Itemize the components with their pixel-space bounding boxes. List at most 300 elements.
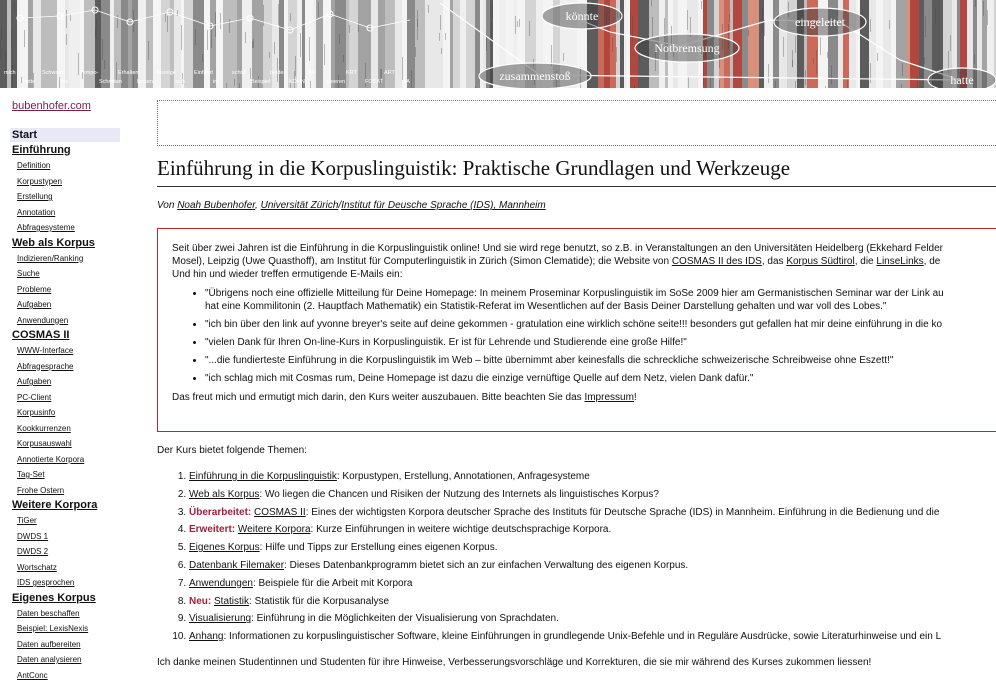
banner-mark (870, 63, 871, 83)
banner-mark (870, 19, 871, 32)
banner-tag: Tempo- (80, 70, 99, 76)
banner-mark (762, 7, 763, 32)
byline-sep: , (255, 200, 261, 211)
banner-mark (924, 57, 925, 64)
banner-mark (309, 37, 310, 61)
impressum-link[interactable]: Impressum (584, 392, 634, 403)
testimonial-closing (172, 391, 996, 404)
banner-mark (220, 13, 221, 29)
banner-mark (310, 81, 311, 88)
banner-stripe (141, 0, 146, 88)
banner-mark (14, 2, 15, 12)
banner-mark (66, 10, 67, 28)
quote-line: "...die fundierteste Einführung in die Korpuslinguistik im Web – bitte übernimmt aber keinesfalls die schreckliche schweizerische Schreibweise ohne Eszett!" (205, 355, 894, 366)
quote-list (172, 287, 996, 385)
banner-mark (831, 65, 832, 84)
banner-mark (792, 60, 793, 67)
topic-status-label: Überarbeitet: (189, 506, 255, 518)
topic-link[interactable]: COSMAS II (254, 506, 306, 518)
banner-mark (987, 10, 988, 25)
sidebar-item-frohe-ostern[interactable]: Frohe Ostern (17, 485, 65, 495)
banner-tag: beider (270, 70, 286, 76)
banner-stripe (335, 0, 346, 88)
topic-description: : Einführung in die Möglichkeiten der Visualisierung von Sprachdaten. (251, 613, 559, 625)
banner-mark (632, 16, 633, 41)
banner-mark (300, 33, 301, 57)
banner-mark (795, 81, 796, 88)
ad-placeholder-box (157, 100, 996, 146)
banner-mark (440, 15, 441, 30)
sidebar-item-daten-analysieren[interactable]: Daten analysieren (17, 655, 82, 664)
newspaper-collage-image (0, 0, 996, 88)
topic-description: : Dieses Datenbankprogramm bietet sich an zur einfachen Verwaltung des eigenen Korpus. (284, 559, 689, 571)
banner-tag: Einfahrt (194, 70, 213, 76)
banner-mark (729, 14, 730, 22)
banner-stripe (450, 0, 453, 88)
banner-mark (563, 53, 564, 61)
quote-line: "ich schlag mich mit Cosmas rum, Deine Homepage ist dazu die einzige vernüftige Quelle auf dem Netz, vielen Dank dafür." (205, 373, 754, 384)
banner-mark (590, 87, 591, 88)
banner-stripe (907, 0, 910, 88)
quote-item (205, 372, 996, 385)
banner-mark (211, 23, 212, 48)
banner-mark (202, 54, 203, 62)
banner-mark (974, 54, 975, 64)
banner-mark (148, 41, 149, 60)
banner-mark (245, 32, 246, 43)
banner-mark (813, 58, 814, 64)
banner-mark (349, 25, 350, 33)
sidebar-item-start[interactable]: Start (10, 128, 120, 142)
sidebar-item-weitere-korpora[interactable]: Weitere Korpora (12, 499, 98, 511)
sidebar-item-tiger[interactable]: TiGer (17, 516, 37, 525)
banner-mark (877, 53, 878, 61)
quote-item (205, 336, 996, 349)
banner-mark (902, 63, 903, 76)
banner-mark (104, 60, 105, 69)
banner-mark (616, 47, 617, 62)
sidebar-item-korpusauswahl[interactable]: Korpusauswahl (17, 439, 72, 448)
banner-mark (5, 50, 6, 71)
banner-mark (167, 16, 168, 32)
topic-item (189, 468, 941, 486)
banner-mark (652, 17, 653, 38)
quote-item (205, 354, 996, 367)
banner-mark (825, 86, 826, 88)
banner-stripe (415, 0, 425, 88)
sidebar-item-definition[interactable]: Definition (17, 161, 51, 170)
page-title: Einführung in die Korpuslinguistik: Praktische Grundlagen und Werkzeuge (157, 156, 996, 187)
banner-mark (820, 37, 821, 55)
banner-mark (0, 39, 1, 59)
banner-mark (59, 77, 60, 88)
sidebar-item-einführung[interactable]: Einführung (12, 144, 71, 156)
banner-mark (278, 4, 279, 25)
banner-mark (226, 83, 227, 88)
sidebar-item-kookkurrenzen[interactable]: Kookkurrenzen (17, 423, 71, 433)
banner-mark (12, 65, 13, 88)
banner-tag: Erhalten (118, 70, 139, 76)
sidebar-item-dwds-2[interactable]: DWDS 2 (17, 547, 49, 556)
banner-mark (381, 69, 382, 78)
sidebar-item-indizieren-ranking[interactable]: Indizieren/Ranking (17, 253, 84, 263)
intro-line-1: Seit über zwei Jahren ist die Einführung in die Korpuslinguistik online! Und sie wird rege benutzt, so z.B. in Veranstaltungen an den Universitäten Heidelberg (Ekkehard Felder (172, 243, 943, 254)
quote-line: "Übrigens noch eine offizielle Mitteilung für Deine Homepage: In meinem Proseminar Korpuslinguistik im SoSe 2009 hier am Germanistischen Seminar war der Link au (205, 288, 944, 299)
banner-stripe (627, 0, 630, 88)
sidebar-item-suche[interactable]: Suche (17, 269, 40, 278)
banner-mark (229, 19, 230, 33)
banner-tag: lassen (137, 79, 153, 85)
sidebar-item-abfragesprache[interactable]: Abfragesprache (17, 361, 74, 371)
topic-status-label: Erweitert: (189, 524, 238, 536)
sidebar-item-daten-beschaffen[interactable]: Daten beschaffen (17, 608, 80, 618)
topic-item (189, 539, 941, 557)
banner-tag: ART (384, 70, 395, 76)
banner-mark (925, 16, 926, 37)
author-link[interactable]: Noah Bubenhofer (177, 200, 256, 211)
banner-mark (415, 47, 416, 57)
banner-mark (324, 44, 325, 65)
topic-link[interactable]: Web als Korpus (189, 488, 260, 500)
banner-mark (66, 34, 67, 45)
banner-mark (901, 84, 902, 88)
topic-link[interactable]: Anwendungen (189, 577, 253, 589)
banner-stripe (624, 0, 627, 88)
banner-tag: mich (4, 70, 16, 76)
sidebar-item-wortschatz[interactable]: Wortschatz (17, 562, 57, 572)
banner-stripe (375, 0, 378, 88)
topic-description: : Beispiele für die Arbeit mit Korpora (252, 577, 413, 589)
banner-mark (95, 27, 96, 38)
sidebar (0, 88, 150, 686)
banner-mark (486, 36, 487, 51)
banner-stripe (410, 0, 415, 88)
intro-sep-2: , die (854, 256, 877, 267)
banner-mark (687, 10, 688, 30)
banner-stripe (865, 0, 869, 88)
banner-mark (515, 16, 516, 34)
banner-mark (252, 41, 253, 48)
topic-item (189, 593, 941, 611)
banner-mark (165, 13, 166, 22)
banner-mark (439, 33, 440, 41)
banner-mark (339, 34, 340, 44)
banner-stripe (425, 0, 429, 88)
quote-line: hat eine Kommilitonin (2. Hauptfach Mathematik) ein Statistik-Referat im Wesentlichen auf der Basis Deiner Darstellung gehalten und war voll des Lobes." (205, 301, 887, 312)
sidebar-item-dwds-1[interactable]: DWDS 1 (17, 531, 49, 541)
banner-mark (253, 39, 254, 48)
sidebar-item-aufgaben[interactable]: Aufgaben (17, 300, 52, 309)
sidebar-item-cosmas-ii[interactable]: COSMAS II (12, 329, 70, 341)
banner-mark (827, 52, 828, 58)
testimonial-intro (172, 242, 996, 281)
banner-tag: Anzeige (156, 70, 176, 76)
banner-mark (492, 2, 493, 19)
banner-mark (889, 20, 890, 29)
header-banner (0, 0, 996, 88)
topic-description: : Kurze Einführungen in weitere wichtige deutschsprachige Korpora. (310, 524, 612, 536)
topics-list (157, 468, 941, 646)
banner-mark (117, 15, 118, 28)
banner-mark (207, 30, 208, 50)
banner-stripe (466, 0, 475, 88)
banner-mark (234, 79, 235, 86)
banner-tag: Schnitten (99, 79, 122, 85)
cosmas-link[interactable]: COSMAS II des IDS (671, 256, 762, 267)
banner-stripe (407, 0, 410, 88)
site-home-link[interactable]: bubenhofer.com (12, 100, 91, 112)
sidebar-item-korpustypen[interactable]: Korpustypen (17, 176, 62, 186)
banner-stripe (876, 0, 883, 88)
banner-mark (651, 0, 652, 6)
banner-mark (935, 7, 936, 25)
banner-stripe (910, 0, 919, 88)
main-content (157, 100, 996, 686)
banner-tag: Beispiel (251, 79, 271, 85)
topic-description: : Eines der wichtigsten Korpora deutscher Sprache des Instituts für Deutsche Sprache (IDS) in Mannheim. Einführung in die Bedienung und die (305, 506, 940, 518)
banner-stripe (883, 0, 891, 88)
banner-mark (805, 70, 806, 85)
banner-mark (24, 30, 25, 47)
banner-mark (710, 76, 711, 88)
banner-mark (181, 25, 182, 50)
banner-mark (402, 57, 403, 80)
university-link[interactable]: Universität Zürich (260, 200, 339, 211)
banner-mark (78, 53, 79, 75)
topic-link[interactable]: Statistik (214, 595, 250, 607)
sidebar-item-web-als-korpus[interactable]: Web als Korpus (12, 236, 95, 249)
topic-item (189, 557, 941, 575)
topic-item (189, 486, 941, 504)
banner-mark (295, 56, 296, 76)
banner-stripe (773, 0, 779, 88)
banner-stripe (297, 0, 302, 88)
banner-mark (764, 20, 765, 36)
banner-mark (783, 37, 784, 57)
banner-mark (274, 42, 275, 54)
topic-description: : Wo liegen die Chancen und Risiken der Nutzung des Internets als linguistisches Korpus? (259, 488, 659, 500)
sidebar-item-ids-gesprochen[interactable]: IDS gesprochen (17, 578, 75, 587)
closing-suffix: ! (633, 392, 637, 403)
quote-line: "vielen Dank für Ihren On-line-Kurs in Korpuslinguistik. Er ist für Lehrende und Studierende eine große Hilfe!" (205, 337, 687, 348)
banner-mark (719, 80, 720, 88)
banner-stripe (896, 0, 907, 88)
topic-status-label: Neu: (189, 595, 214, 607)
banner-mark (195, 29, 196, 45)
quote-item (205, 318, 996, 331)
sidebar-item-beispiel-lexisnexis[interactable]: Beispiel: LexisNexis (17, 624, 89, 633)
banner-mark (263, 5, 264, 26)
byline-slash: / (338, 200, 342, 211)
topic-description: : Hilfe und Tipps zur Erstellung eines eigenen Korpus. (259, 542, 498, 554)
thanks-text: Ich danke meinen Studentinnen und Studenten für ihre Hinweise, Verbesserungsvorschläge und Korrekturen, die sie mir während des Kurses zukommen liessen! (157, 657, 872, 668)
sidebar-item-annotierte-korpora[interactable]: Annotierte Korpora (17, 454, 85, 464)
banner-stripe (748, 0, 759, 88)
banner-stripe (429, 0, 437, 88)
intro-line-2: Mosel), Leipzig (Uwe Quasthoff), am Institut für Computerlinguistik in Zürich (Simon Clematide); die Website von (172, 256, 672, 267)
banner-stripe (302, 0, 305, 88)
testimonial-box (157, 228, 996, 432)
banner-mark (517, 21, 518, 27)
banner-mark (630, 12, 631, 36)
banner-stripe (891, 0, 896, 88)
banner-mark (343, 55, 344, 62)
topics-intro: Der Kurs bietet folgende Themen: (157, 445, 307, 456)
ids-link[interactable]: Institut für Deusche Sprache (IDS), Mannheim (341, 200, 546, 211)
banner-tag: los (61, 79, 69, 85)
banner-mark (21, 77, 22, 83)
banner-tag: VA (403, 79, 410, 85)
topic-link[interactable]: Eigenes Korpus (189, 542, 260, 554)
topic-link[interactable]: Einführung in die Korpuslinguistik (189, 471, 337, 482)
banner-mark (411, 70, 412, 88)
banner-mark (1, 27, 2, 39)
sidebar-item-erstellung[interactable]: Erstellung (17, 192, 53, 201)
banner-stripe (184, 0, 193, 88)
banner-mark (847, 78, 848, 88)
banner-mark (290, 13, 291, 21)
sidebar-item-antconc[interactable]: AntConc (17, 670, 48, 680)
banner-mark (587, 28, 588, 44)
banner-mark (519, 19, 520, 27)
banner-mark (917, 76, 918, 88)
banner-stripe (759, 0, 764, 88)
banner-mark (133, 75, 134, 88)
banner-mark (491, 21, 492, 37)
banner-stripe (395, 0, 402, 88)
intro-sep-1: , das (761, 256, 787, 267)
linselinks-link[interactable]: LinseLinks (876, 256, 924, 267)
banner-mark (529, 21, 530, 36)
topic-link[interactable]: Anhang (189, 631, 224, 643)
banner-mark (950, 35, 951, 51)
banner-tag: AR (308, 70, 316, 76)
topic-item (189, 575, 941, 593)
topic-link[interactable]: Datenbank Filemaker (189, 559, 285, 571)
banner-mark (445, 33, 446, 40)
sidebar-item-pc-client[interactable]: PC-Client (17, 392, 52, 402)
banner-mark (768, 64, 769, 83)
sidebar-item-probleme[interactable]: Probleme (17, 284, 52, 294)
banner-mark (983, 1, 984, 16)
banner-mark (703, 61, 704, 85)
intro-line-3: Und hin und wieder treffen ermutigende E-Mails ein: (172, 269, 403, 280)
banner-mark (688, 76, 689, 88)
banner-mark (428, 5, 429, 13)
banner-mark (795, 36, 796, 53)
banner-tag: FOSAT (365, 79, 383, 85)
banner-mark (250, 68, 251, 79)
closing-text: Das freut mich und ermutigt mich darin, den Kurs weiter auszubauen. Bitte beachten Sie das (172, 392, 585, 403)
sidebar-item-abfragesysteme[interactable]: Abfragesysteme (17, 223, 75, 232)
banner-stripe (366, 0, 371, 88)
topic-item (189, 504, 941, 522)
banner-stripe (146, 0, 153, 88)
banner-mark (269, 52, 270, 58)
banner-tag: hotte (23, 79, 36, 85)
topic-description: : Informationen zu korpuslinguistischer Software, kleine Einführungen in grundlegende Unix-Befehle und in Reguläre Ausdrücke, sowie Literaturhinweise und ein L (223, 631, 942, 643)
banner-stripe (919, 0, 924, 88)
sidebar-item-anwendungen[interactable]: Anwendungen (17, 315, 69, 325)
banner-stripe (28, 0, 33, 88)
banner-word: hatte (950, 73, 974, 87)
banner-tag: KOHN (289, 79, 305, 85)
banner-word: könnte (565, 9, 599, 23)
topic-description: : Statistik für die Korpusanalyse (249, 595, 390, 607)
banner-stripe (371, 0, 375, 88)
banner-mark (318, 2, 319, 17)
byline-prefix: Von (157, 200, 178, 211)
banner-mark (475, 86, 476, 88)
banner-word: eingeleitet (795, 15, 845, 29)
banner-mark (102, 39, 103, 60)
banner-tag: schrift (232, 70, 247, 76)
banner-stripe (460, 0, 466, 88)
topic-link[interactable]: Visualisierung (189, 613, 252, 625)
banner-mark (775, 81, 776, 88)
banner-mark (975, 0, 976, 7)
banner-tag: sich (175, 79, 185, 85)
banner-tag: KRT (346, 70, 357, 76)
banner-tag: Heeren (327, 79, 346, 85)
intro-end: , de (923, 256, 941, 267)
banner-mark (70, 14, 71, 21)
banner-stripe (443, 0, 450, 88)
banner-stripe (358, 0, 366, 88)
topic-description: : Korpustypen, Erstellung, Annotationen, Anfragesysteme (336, 471, 590, 482)
banner-stripe (742, 0, 748, 88)
sidebar-item-www-interface[interactable]: WWW-Interface (17, 346, 74, 355)
banner-stripe (17, 0, 20, 88)
quote-line: "ich bin über den link auf yvonne breyer's seite auf deine gekommen - gratulation eine wirklich schöne seite!!! besonders gut gefallen hat mir deine einführung in die ko (205, 319, 943, 330)
sidebar-nav (0, 128, 150, 683)
banner-mark (441, 48, 442, 54)
banner-mark (701, 1, 702, 9)
sidebar-item-korpusinfo[interactable]: Korpusinfo (17, 408, 56, 417)
sidebar-item-tag-set[interactable]: Tag-Set (17, 470, 45, 479)
banner-mark (239, 83, 240, 88)
topic-link[interactable]: Weitere Korpora (237, 524, 311, 536)
banner-mark (612, 37, 613, 52)
topic-item (189, 610, 941, 628)
banner-stripe (223, 0, 228, 88)
sidebar-item-aufgaben[interactable]: Aufgaben (17, 377, 52, 386)
banner-stripe (33, 0, 41, 88)
byline (157, 200, 546, 211)
banner-mark (816, 50, 817, 74)
sidebar-item-eigenes-korpus[interactable]: Eigenes Korpus (12, 591, 96, 604)
banner-mark (748, 30, 749, 36)
banner-stripe (110, 0, 114, 88)
topic-item (189, 521, 941, 539)
banner-tag: in (213, 79, 218, 85)
banner-stripe (316, 0, 323, 88)
banner-word: zusammenstoß (499, 69, 571, 83)
sidebar-item-annotation[interactable]: Annotation (17, 207, 56, 217)
sidebar-item-daten-aufbereiten[interactable]: Daten aufbereiten (17, 639, 81, 649)
banner-tag: Schwach (42, 70, 65, 76)
banner-mark (11, 29, 12, 48)
quote-item (205, 287, 996, 313)
banner-stripe (437, 0, 443, 88)
banner-mark (96, 18, 97, 39)
korpus-suedtirol-link[interactable]: Korpus Südtirol (786, 256, 855, 267)
banner-stripe (216, 0, 223, 88)
banner-mark (551, 45, 552, 66)
banner-mark (417, 10, 418, 27)
topic-item (189, 628, 941, 646)
banner-mark (634, 85, 635, 88)
